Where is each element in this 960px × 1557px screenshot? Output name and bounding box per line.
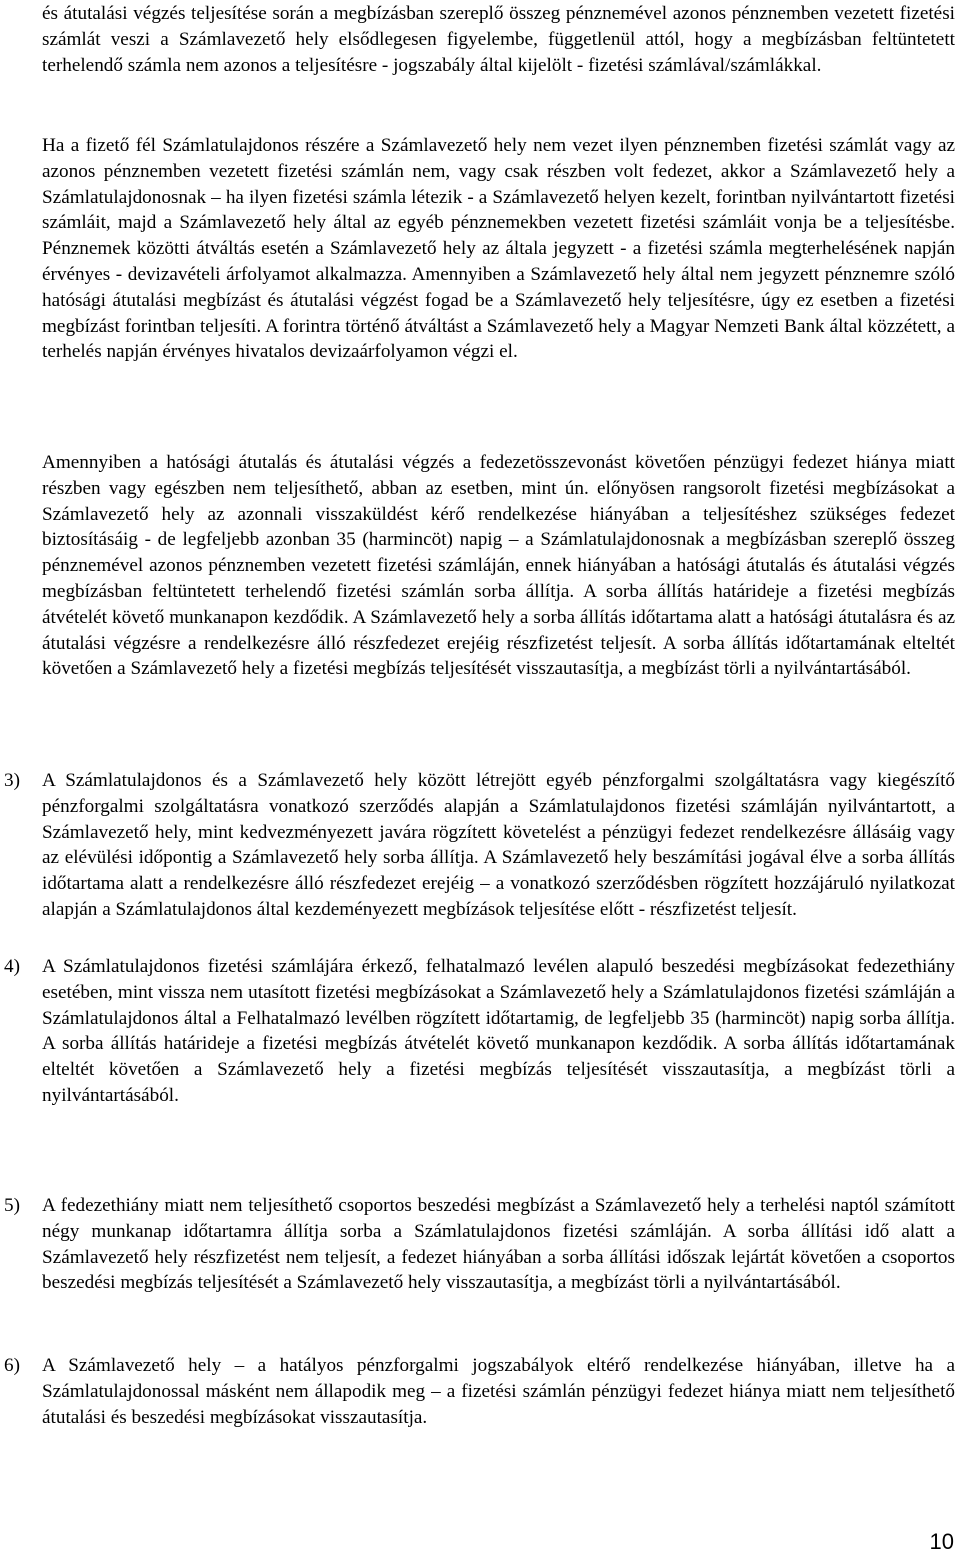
list-item-number: 4) xyxy=(4,956,20,977)
paragraph-currency-conversion: Ha a fizető fél Számlatulajdonos részére a Számlavezető hely nem vezet ilyen pénznemben fizetési számlát vagy az azonos pénznemben vezetett fizetési számlán nem, vagy csak részben volt fedezet, akkor a Számlavezető hely a Számlatulajdonosnak – ha ilyen fizetési számla létezik - a Számlavezető helyen kezelt, forintban nyilvántartott fizetési számláit, majd a Számlavezető hely által az egyéb pénznemekben vezetett fizetési számláit vonja be a teljesítésbe. Pénznemek közötti átváltás esetén a Számlavezető hely az általa jegyzett - a fizetési számla megterhelésének napján érvényes - devizavételi árfolyamot alkalmazza. Amennyiben a Számlavezető hely által nem jegyzett pénznemre szóló hatósági átutalási megbízást és átutalási végzést fogad be a Számlavezető hely teljesítésre, úgy ez esetben a fizetési megbízást forintban teljesíti. A forintra történő átváltást a Számlavezető hely a Magyar Nemzeti Bank által közzétett, a terhelés napján érvényes hivatalos devizaárfolyamon végzi el. xyxy=(42,135,955,363)
list-item-text: A fedezethiány miatt nem teljesíthető csoportos beszedési megbízást a Számlavezető hely a terhelési naptól számított négy munkanap időtartamra állítja sorba a Számlatulajdonos fizetési számláján. A sorba állítási idő alatt a Számlavezető hely részfizetést nem teljesít, a fedezet hiányában a sorba állítási időszak lejártát követően a csoportos beszedési megbízás teljesítését a Számlavezető hely visszautasítja, a megbízást törli a nyilvántartásából. xyxy=(42,1195,955,1294)
list-item-number: 6) xyxy=(4,1355,20,1376)
list-item-number: 3) xyxy=(4,770,20,791)
list-item-text: A Számlavezető hely – a hatályos pénzforgalmi jogszabályok eltérő rendelkezése hiányában, illetve ha a Számlatulajdonossal másként nem állapodik meg – a fizetési számlán pénzügyi fedezet hiánya miatt nem teljesíthető átutalási és beszedési megbízásokat visszautasítja. xyxy=(42,1355,955,1428)
list-item-number: 5) xyxy=(4,1195,20,1216)
page-number: 10 xyxy=(929,1529,954,1554)
paragraph-continuation: és átutalási végzés teljesítése során a megbízásban szereplő összeg pénznemével azonos pénznemben vezetett fizetési számlát veszi a Számlavezető hely elsődlegesen figyelembe, függetlenül attól, hogy a megbízásban feltüntetett terhelendő számla nem azonos a teljesítésre - jogszabály által kijelölt - fizetési számlával/számlákkal. xyxy=(42,3,955,76)
list-item-text: A Számlatulajdonos és a Számlavezető hely között létrejött egyéb pénzforgalmi szolgáltatásra vagy kiegészítő pénzforgalmi szolgáltatásra vonatkozó szerződés alapján a Számlatulajdonos fizetési számláján nyilvántartott, a Számlavezető hely, mint kedvezményezett javára rögzített követelést a pénzügyi fedezet rendelkezésre állásáig vagy az elévülési időpontig a Számlavezető hely sorba állítja. A Számlavezető hely beszámítási jogával élve a sorba állítás időtartama alatt a rendelkezésre álló részfedezet erejéig – a vonatkozó szerződésben rögzített hozzájáruló nyilatkozat alapján a Számlatulajdonos által kezdeményezett megbízások teljesítése előtt - részfizetést teljesít. xyxy=(42,770,955,920)
list-item-text: A Számlatulajdonos fizetési számlájára érkező, felhatalmazó levélen alapuló beszedési megbízásokat fedezethiány esetében, mint vissza nem utasított fizetési megbízásokat a Számlavezető hely a Számlatulajdonos fizetési számláján a Számlatulajdonos által a Felhatalmazó levélben rögzített időtartamig, de legfeljebb 35 (harmincöt) napig sorba állítja. A sorba állítás határideje a fizetési megbízás átvételét követő munkanapon kezdődik. A sorba állítás időtartamának elteltét követően a Számlavezető hely a fizetési megbízás teljesítését visszautasítja, a megbízást törli a nyilvántartásából. xyxy=(42,956,955,1106)
paragraph-queuing-rules: Amennyiben a hatósági átutalás és átutalási végzés a fedezetösszevonást követően pénzügyi fedezet hiánya miatt részben vagy egészben nem teljesíthető, abban az esetben, mint ún. előnyösen rangsorolt fizetési megbízásokat a Számlavezető hely az azonnali visszaküldést kérő rendelkezése hiányában a teljesítéshez szükséges fedezet biztosításáig - de legfeljebb azonban 35 (harmincöt) napig – a Számlatulajdonosnak a megbízásban szereplő összeg pénznemével azonos pénznemben vezetett fizetési számláján, ennek hiányában a hatósági átutalás és átutalási végzés megbízásban feltüntetett terhelendő fizetési számlán sorba állítja. A sorba állítás határideje a fizetési megbízás átvételét követő munkanapon kezdődik. A Számlavezető hely a sorba állítás időtartama alatt a hatósági átutalásra és az átutalási végzésre a rendelkezésre álló részfedezet erejéig részfizetést teljesít. A sorba állítás időtartamának elteltét követően a Számlavezető hely a fizetési megbízás teljesítését visszautasítja, a megbízást törli a nyilvántartásából. xyxy=(42,452,955,680)
